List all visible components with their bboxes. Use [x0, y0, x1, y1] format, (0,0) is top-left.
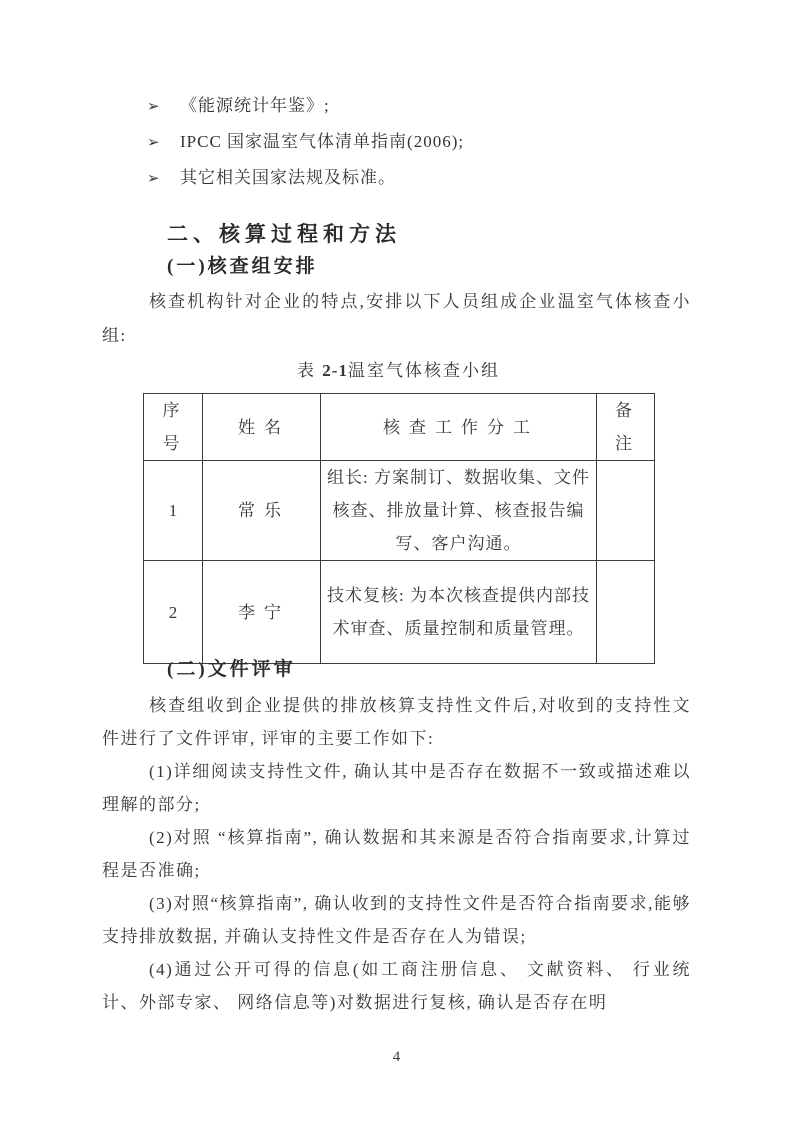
table-header-cell: 核查工作分工 [321, 394, 597, 461]
table-cell-no: 1 [144, 461, 203, 561]
table-header-cell: 序号 [144, 394, 203, 461]
arrow-bullet-icon: ➢ [147, 133, 161, 151]
caption-label: 表 [297, 361, 317, 380]
table-header-cell: 备注 [597, 394, 655, 461]
paragraph-numbered: (4)通过公开可得的信息(如工商注册信息、 文献资料、 行业统计、外部专家、 网络信息等)对数据进行复核, 确认是否存在明 [102, 960, 691, 1012]
review-section-body [102, 689, 691, 1019]
paragraph: 核查组收到企业提供的排放核算支持性文件后,对收到的支持性文件进行了文件评审, 评审的主要工作如下: [102, 696, 691, 748]
table-cell-name: 李宁 [203, 561, 321, 664]
table-cell-note [597, 461, 655, 561]
table-cell-note [597, 561, 655, 664]
arrow-bullet-icon: ➢ [147, 97, 161, 115]
table-row [144, 561, 655, 664]
table-cell-work: 组长: 方案制订、数据收集、文件核查、排放量计算、核查报告编写、客户沟通。 [321, 461, 597, 561]
reference-bullet-list [147, 88, 667, 196]
table-caption [143, 358, 654, 384]
caption-number: 2-1 [322, 361, 348, 380]
caption-title: 温室气体核查小组 [347, 361, 500, 380]
section-heading: 二、核算过程和方法 [167, 223, 401, 246]
paragraph-numbered: (1)详细阅读支持性文件, 确认其中是否存在数据不一致或描述难以理解的部分; [102, 762, 691, 814]
page-number: 4 [392, 1049, 401, 1065]
list-item [147, 124, 667, 160]
arrow-bullet-icon: ➢ [147, 169, 161, 187]
subsection-heading-team: (一)核查组安排 [167, 256, 318, 277]
paragraph-intro: 核查机构针对企业的特点,安排以下人员组成企业温室气体核查小组: [102, 292, 691, 345]
list-item-text: IPCC 国家温室气体清单指南(2006); [180, 132, 465, 151]
table-cell-work: 技术复核: 为本次核查提供内部技术审查、质量控制和质量管理。 [321, 561, 597, 664]
subsection-heading-review: (二)文件评审 [167, 659, 296, 680]
verification-team-table [143, 393, 655, 664]
table-header-row [144, 394, 655, 461]
table-header-cell: 姓名 [203, 394, 321, 461]
table-cell-no: 2 [144, 561, 203, 664]
paragraph-numbered: (3)对照“核算指南”, 确认收到的支持性文件是否符合指南要求,能够支持排放数据, 并确认支持性文件是否存在人为错误; [102, 894, 691, 946]
list-item [147, 88, 667, 124]
table-cell-name: 常乐 [203, 461, 321, 561]
list-item [147, 160, 667, 196]
table-row [144, 461, 655, 561]
list-item-text: 《能源统计年鉴》; [180, 96, 330, 115]
paragraph-numbered: (2)对照 “核算指南”, 确认数据和其来源是否符合指南要求,计算过程是否准确; [102, 828, 691, 880]
list-item-text: 其它相关国家法规及标准。 [180, 168, 396, 187]
